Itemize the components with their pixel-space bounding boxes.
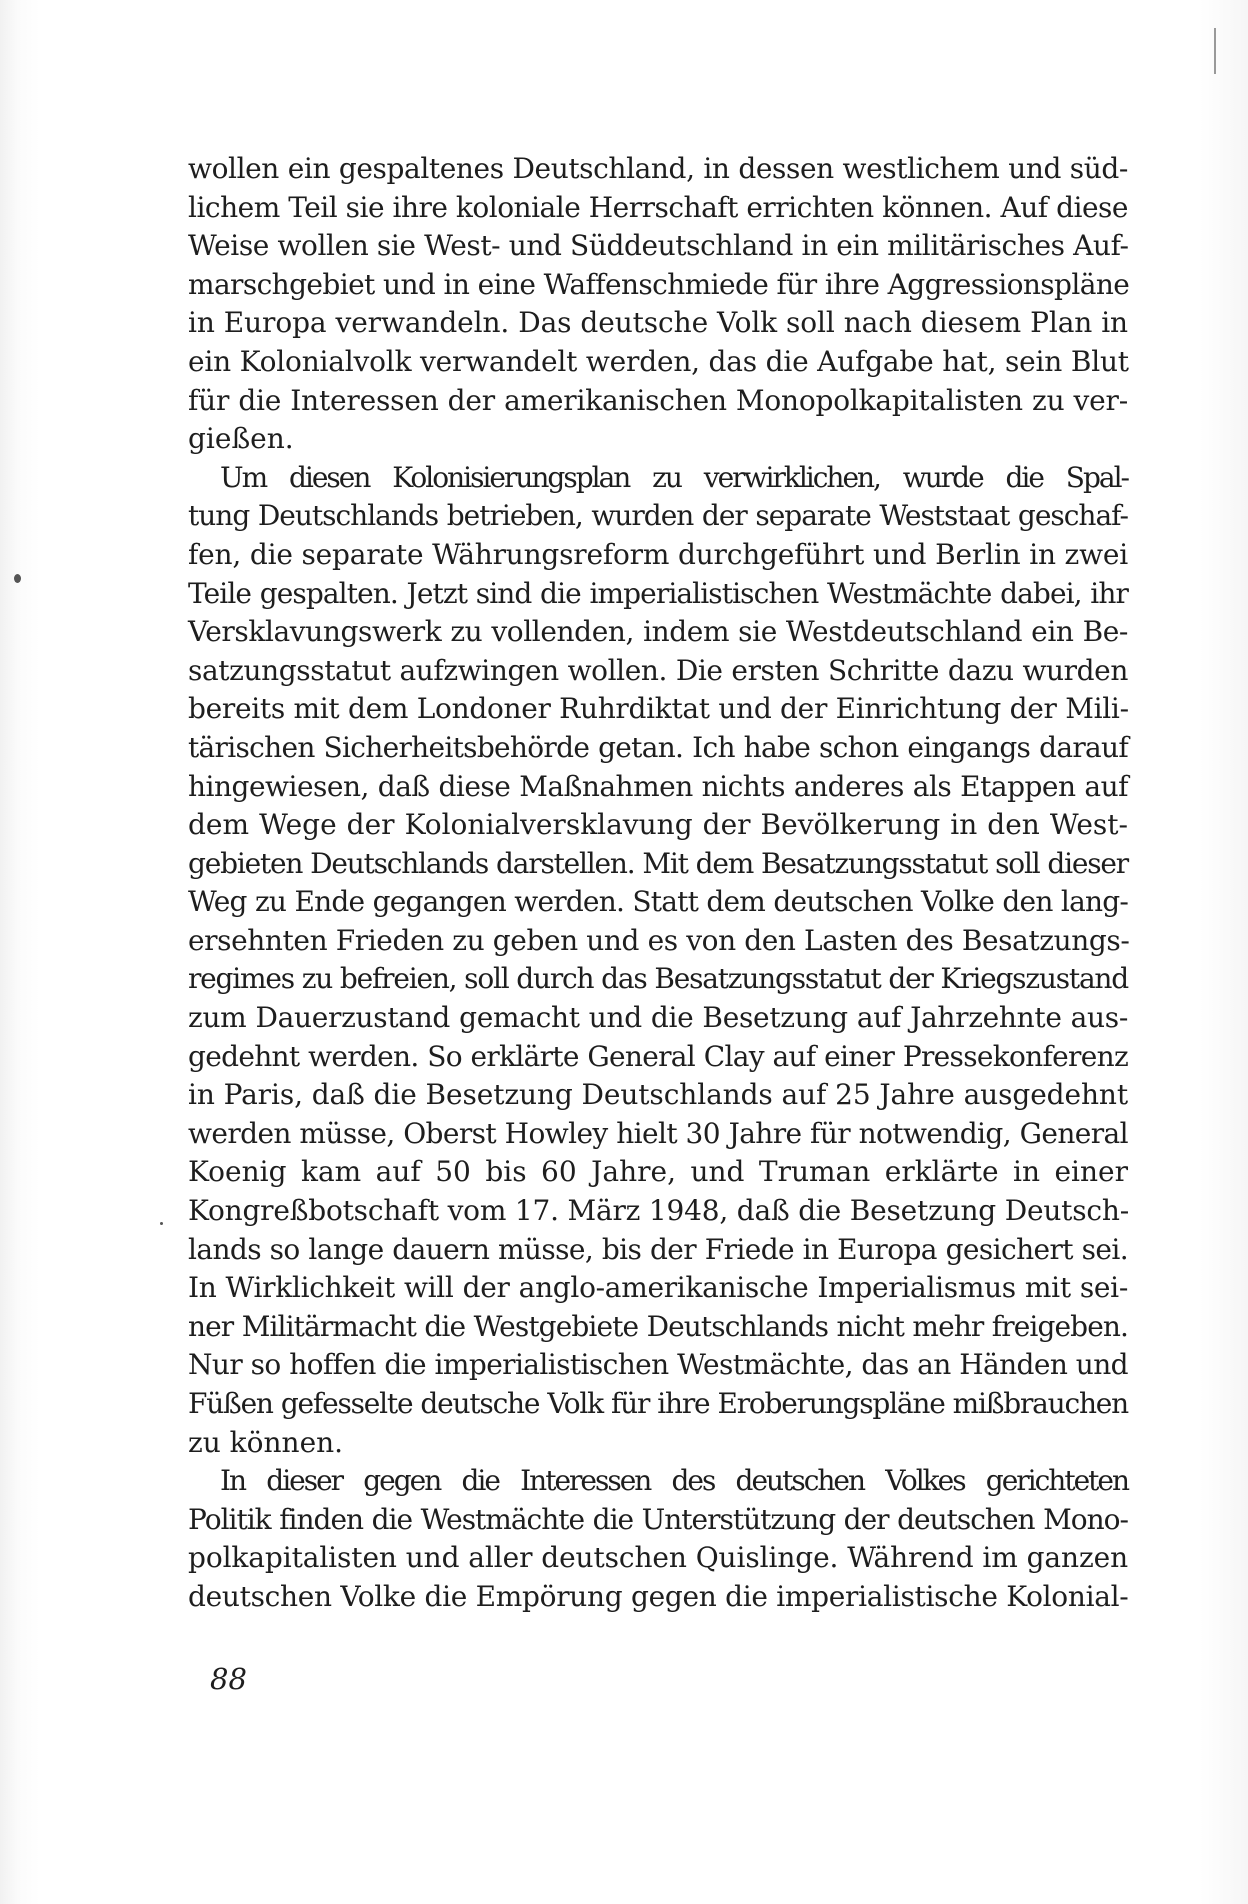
text-line: werden müsse, Oberst Howley hielt 30 Jahre für notwendig, General [188,1116,1128,1150]
text-line: lands so lange dauern müsse, bis der Friede in Europa gesichert sei. [188,1232,1128,1266]
text-line: ner Militärmacht die Westgebiete Deutschlands nicht mehr freigeben. [188,1309,1128,1343]
text-line: Weg zu Ende gegangen werden. Statt dem deutschen Volke den lang- [188,885,1128,919]
text-line: tärischen Sicherheitsbehörde getan. Ich habe schon eingangs darauf [188,730,1128,764]
text-line: zum Dauerzustand gemacht und die Besetzung auf Jahrzehnte aus- [188,1001,1128,1035]
text-line: ersehnten Frieden zu geben und es von den Lasten des Besatzungs- [188,923,1130,957]
paragraph [188,459,1128,1462]
text-line: In Wirklichkeit will der anglo-amerikanische Imperialismus mit sei- [188,1271,1128,1305]
text-line: dem Wege der Kolonialversklavung der Bevölkerung in den West- [188,808,1128,842]
ink-speck [14,574,21,583]
paragraph [188,1462,1128,1616]
paragraph [188,150,1128,459]
text-line: Teile gespalten. Jetzt sind die imperialistischen Westmächte dabei, ihr [188,576,1128,610]
body-text [188,150,1128,1617]
text-line: Versklavungswerk zu vollenden, indem sie Westdeutschland ein Be- [188,615,1128,649]
text-line: Koenig kam auf 50 bis 60 Jahre, und Truman erklärte in einer [188,1155,1128,1189]
text-line: in Paris, daß die Besetzung Deutschlands auf 25 Jahre ausgedehnt [188,1078,1128,1112]
text-line: für die Interessen der amerikanischen Monopolkapitalisten zu ver- [188,383,1128,417]
text-line: deutschen Volke die Empörung gegen die imperialistische Kolonial- [188,1579,1129,1613]
text-line: Kongreßbotschaft vom 17. März 1948, daß die Besetzung Deutsch- [188,1194,1129,1228]
text-line: in Europa verwandeln. Das deutsche Volk soll nach diesem Plan in [188,306,1128,340]
text-line: gebieten Deutschlands darstellen. Mit dem Besatzungsstatut soll dieser [188,846,1128,880]
text-line: Politik finden die Westmächte die Unterstützung der deutschen Mono- [188,1502,1128,1536]
page-number: 88 [210,1662,247,1696]
text-line: ein Kolonialvolk verwandelt werden, das die Aufgabe hat, sein Blut [188,344,1129,378]
text-line: Füßen gefesselte deutsche Volk für ihre Eroberungspläne mißbrauchen [188,1387,1128,1420]
text-line: hingewiesen, daß diese Maßnahmen nichts anderes als Etappen auf [188,769,1128,803]
text-line: satzungsstatut aufzwingen wollen. Die ersten Schritte dazu wurden [188,653,1128,687]
text-line: wollen ein gespaltenes Deutschland, in dessen westlichem und süd- [188,152,1128,185]
text-line: bereits mit dem Londoner Ruhrdiktat und der Einrichtung der Mili- [188,692,1129,726]
page-edge-mark [1214,28,1216,74]
text-line: tung Deutschlands betrieben, wurden der separate Weststaat geschaf- [188,499,1128,533]
text-line: gedehnt werden. So erklärte General Clay auf einer Pressekonferenz [188,1039,1128,1073]
text-line: In dieser gegen die Interessen des deutschen Volkes gerichteten [220,1464,1128,1498]
text-line: zu können. [188,1425,344,1459]
text-line: Nur so hoffen die imperialistischen Westmächte, das an Händen und [188,1348,1128,1382]
text-line: fen, die separate Währungsreform durchgeführt und Berlin in zwei [188,537,1128,571]
text-line: polkapitalisten und aller deutschen Quislinge. Während im ganzen [188,1541,1128,1575]
text-line: gießen. [188,422,294,456]
text-line: marschgebiet und in eine Waffenschmiede für ihre Aggressionspläne [188,267,1130,301]
text-line: Um diesen Kolonisierungsplan zu verwirklichen, wurde die Spal- [220,460,1128,494]
ink-speck [160,1222,163,1225]
text-line: lichem Teil sie ihre koloniale Herrschaft errichten können. Auf diese [188,190,1128,224]
text-line: regimes zu befreien, soll durch das Besatzungsstatut der Kriegszustand [188,962,1128,996]
text-line: Weise wollen sie West- und Süddeutschland in ein militärisches Auf- [188,229,1129,263]
